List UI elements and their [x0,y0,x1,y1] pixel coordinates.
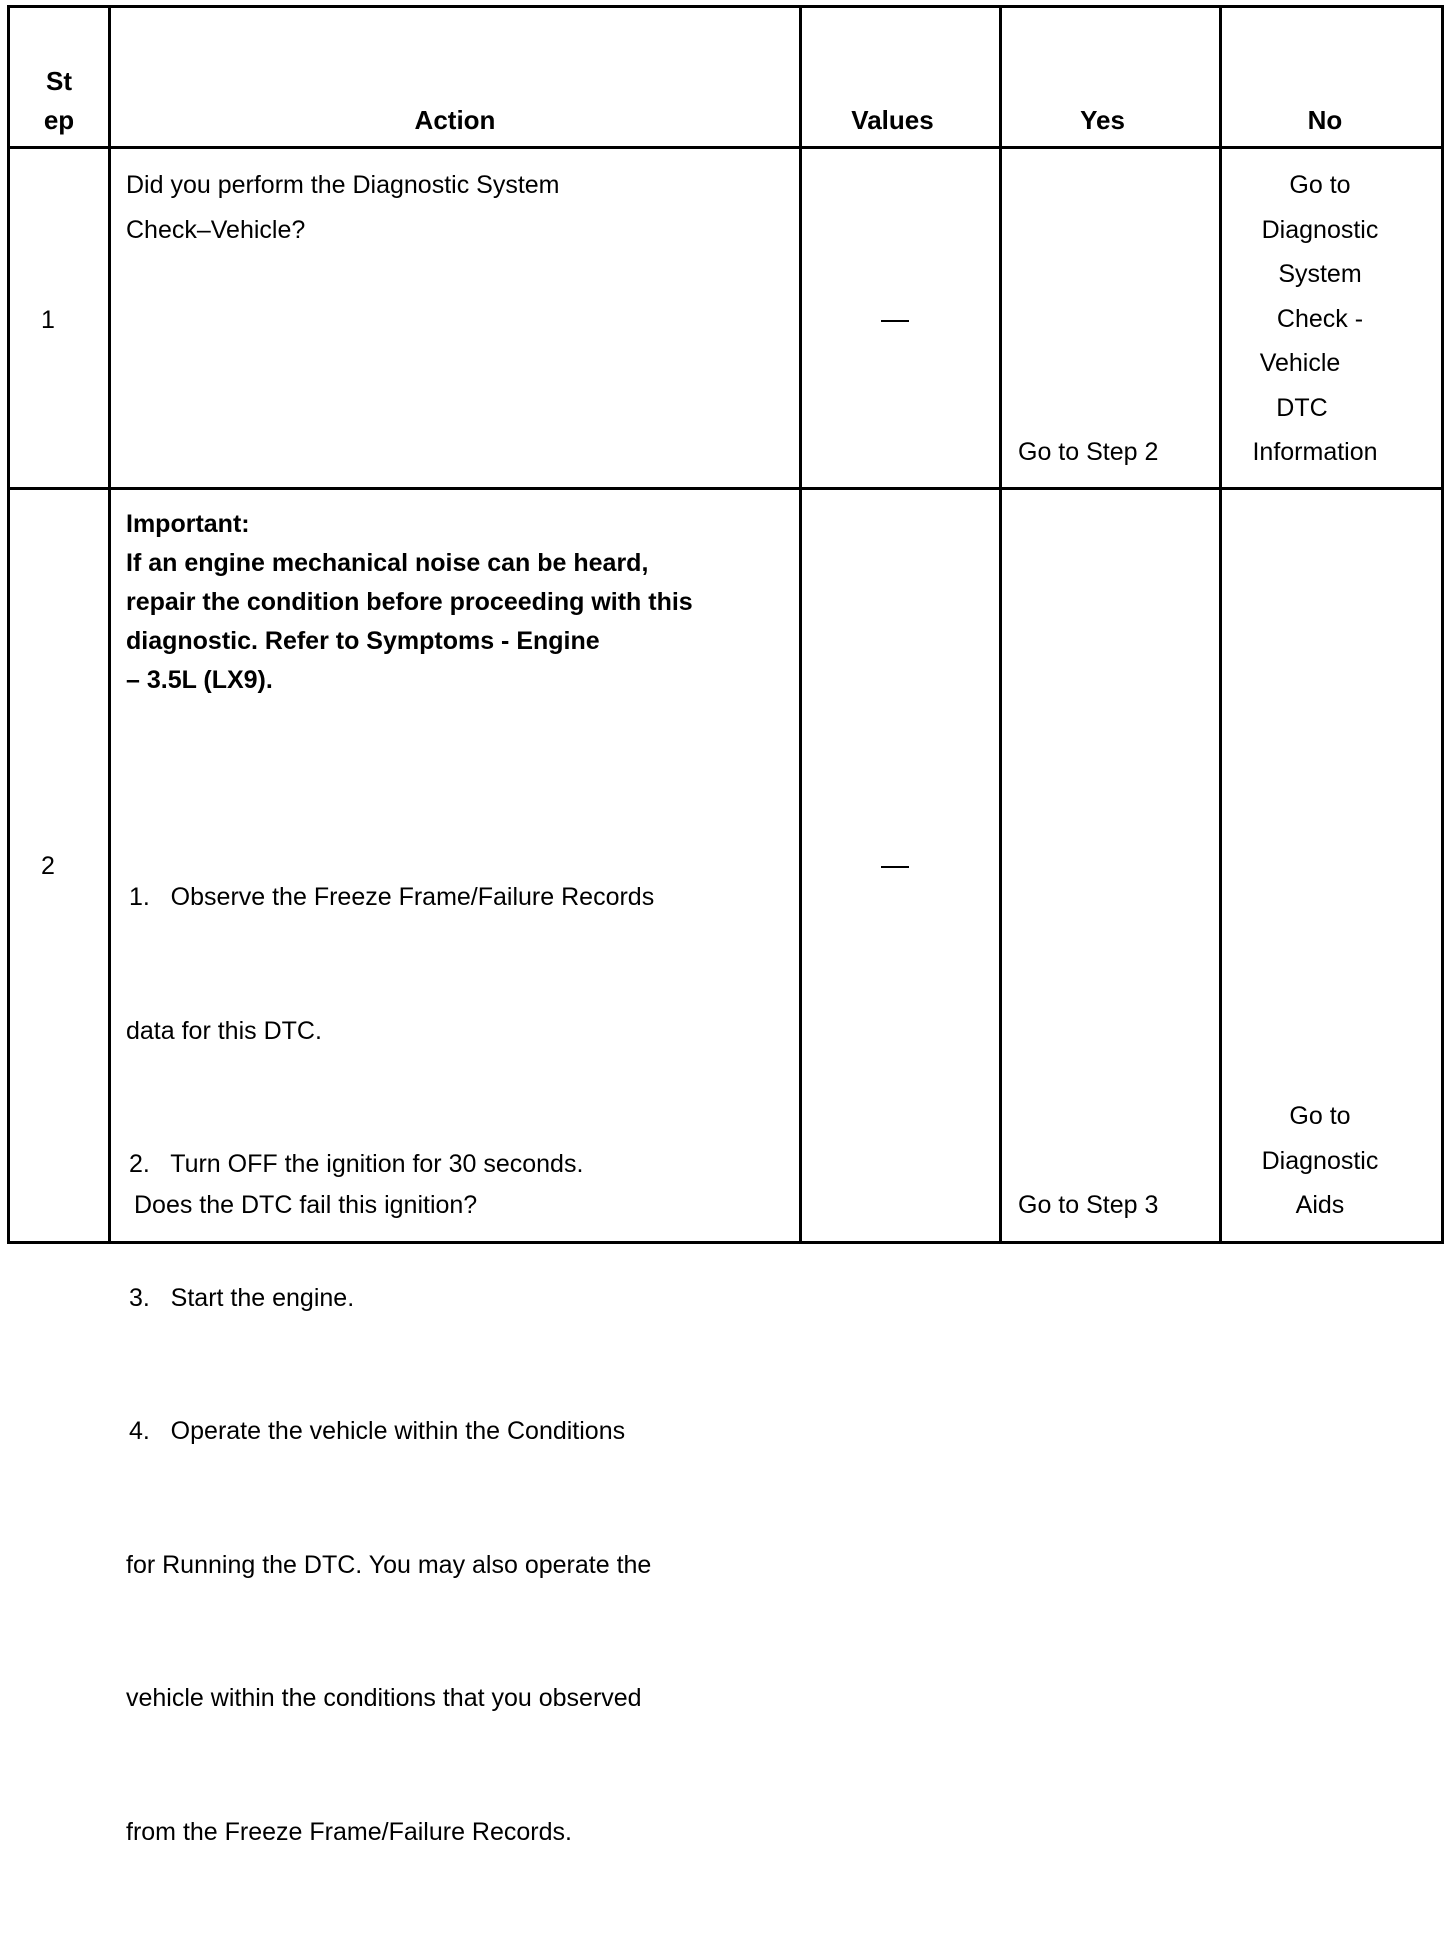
column-divider [999,5,1002,1244]
header-step-line: St [46,66,72,96]
row-divider [7,487,1444,490]
action-text: Did you perform the Diagnostic System Check–Vehicle? [126,171,560,244]
header-action: Action [414,105,496,135]
column-divider [108,5,111,1244]
column-divider [799,5,802,1244]
procedure-steps: 1. Observe the Freeze Frame/Failure Records data for this DTC. 2. Turn OFF the ignition for 30 seconds. 3. Start the engine. 4. Operate the vehicle within the Conditions for Running the DTC. You may also operate the vehicle within the conditions that you observed from the Freeze Frame/Failure Records. [126,883,655,1846]
header-yes: Yes [1080,105,1125,135]
header-no: No [1307,105,1343,135]
yes-link[interactable]: Go to Step 2 [1018,438,1159,466]
important-label: Important: [126,510,250,538]
no-link[interactable]: Go to Diagnostic System Check - Vehicle DTC Information [1252,171,1379,466]
step-number: 2 [41,852,55,880]
values-dash [881,866,909,868]
row-divider [7,146,1444,149]
question-text: Does the DTC fail this ignition? [134,1191,478,1219]
header-step [10,62,108,140]
important-note: Important: If an engine mechanical noise can be heard, repair the condition before proceeding with this diagnostic. Refer to Symptoms - Engine – 3.5L (LX9). [126,505,693,700]
header-step-line: ep [43,105,75,135]
step-number: 1 [41,306,55,334]
header-values: Values [851,105,934,135]
values-dash [881,320,909,322]
column-divider [1219,5,1222,1244]
no-link[interactable]: Go to Diagnostic Aids [1261,1102,1379,1219]
yes-link[interactable]: Go to Step 3 [1018,1191,1159,1219]
